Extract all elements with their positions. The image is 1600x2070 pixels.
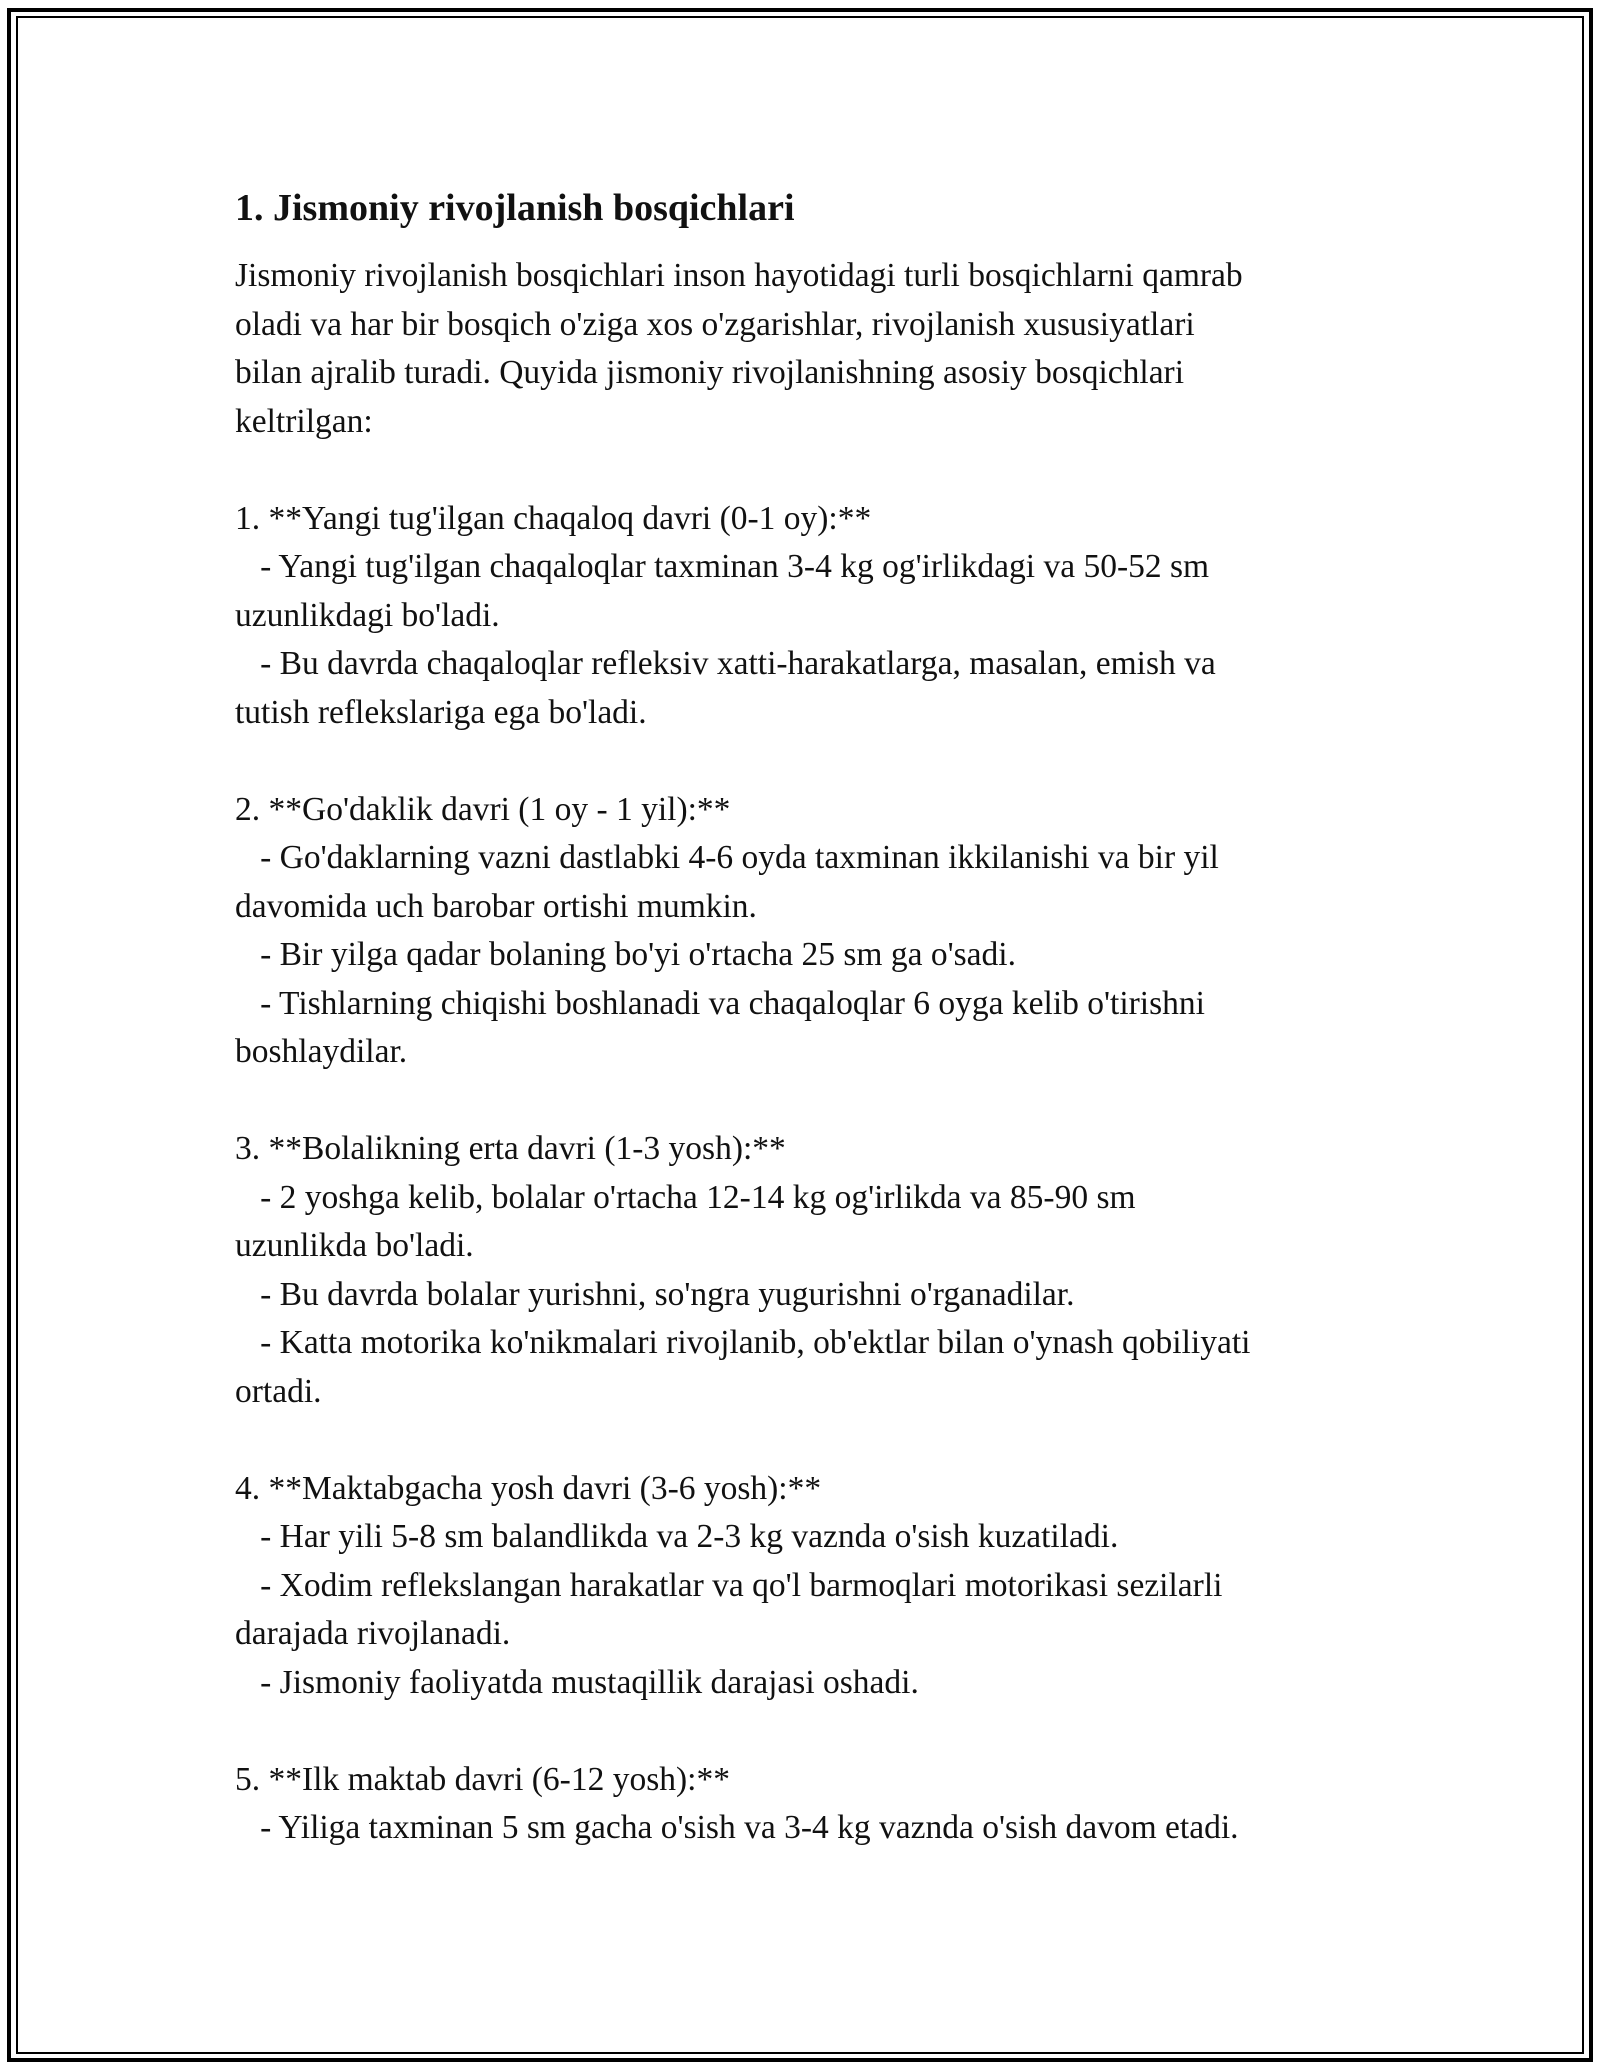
stage-item: - Go'daklarning vazni dastlabki 4-6 oyda taxminan ikkilanishi va bir yil davomida uch barobar ortishi mumkin. bbox=[235, 839, 1219, 925]
intro-paragraph: Jismoniy rivojlanish bosqichlari inson hayotidagi turli bosqichlarni qamrab oladi va har bir bosqich o'ziga xos o'zgarishlar, rivojlanish xususiyatlari bilan ajralib turadi. Quyida jismoniy rivojlanishning asosiy bosqichlari keltrilgan: bbox=[235, 257, 1243, 440]
blank-line bbox=[235, 1707, 1365, 1756]
stage-item: - Xodim reflekslangan harakatlar va qo'l barmoqlari motorikasi sezilarli darajada rivojlanadi. bbox=[235, 1566, 1223, 1652]
stage-title: 2. **Go'daklik davri (1 oy - 1 yil):** bbox=[235, 790, 731, 828]
stage-item: - Tishlarning chiqishi boshlanadi va chaqaloqlar 6 oyga kelib o'tirishni boshlaydilar. bbox=[235, 984, 1205, 1070]
stage-title: 1. **Yangi tug'ilgan chaqaloq davri (0-1 oy):** bbox=[235, 499, 872, 537]
stage-title: 5. **Ilk maktab davri (6-12 yosh):** bbox=[235, 1760, 730, 1798]
stage-block bbox=[235, 1756, 1365, 1853]
blank-line bbox=[235, 1416, 1365, 1465]
stage-title: 3. **Bolalikning erta davri (1-3 yosh):** bbox=[235, 1130, 786, 1167]
stage-block bbox=[235, 1125, 1365, 1416]
stage-item: - Jismoniy faoliyatda mustaqillik darajasi oshadi. bbox=[235, 1663, 919, 1701]
stage-item: - Bir yilga qadar bolaning bo'yi o'rtacha 25 sm ga o'sadi. bbox=[235, 936, 1016, 973]
stage-item: - Yangi tug'ilgan chaqaloqlar taxminan 3-4 kg og'irlikdagi va 50-52 sm uzunlikdagi bo'ladi. bbox=[235, 548, 1210, 634]
section-heading: 1. Jismoniy rivojlanish bosqichlari bbox=[235, 187, 795, 229]
stage-item: - Bu davrda bolalar yurishni, so'ngra yugurishni o'rganadilar. bbox=[235, 1275, 1075, 1313]
stage-block bbox=[235, 495, 1365, 738]
stage-block bbox=[235, 786, 1365, 1077]
blank-line bbox=[235, 1077, 1365, 1126]
stage-block bbox=[235, 1465, 1365, 1708]
blank-line bbox=[235, 737, 1365, 786]
stage-item: - Bu davrda chaqaloqlar refleksiv xatti-harakatlarga, masalan, emish va tutish reflekslariga ega bo'ladi. bbox=[235, 645, 1216, 731]
stage-item: - Yiliga taxminan 5 sm gacha o'sish va 3-4 kg vaznda o'sish davom etadi. bbox=[235, 1809, 1239, 1846]
stage-item: - 2 yoshga kelib, bolalar o'rtacha 12-14 kg og'irlikda va 85-90 sm uzunlikda bo'ladi. bbox=[235, 1178, 1136, 1264]
stage-item: - Katta motorika ko'nikmalari rivojlanib, ob'ektlar bilan o'ynash qobiliyati ortadi. bbox=[235, 1324, 1251, 1410]
stage-item: - Har yili 5-8 sm balandlikda va 2-3 kg vaznda o'sish kuzatiladi. bbox=[235, 1518, 1119, 1555]
blank-line bbox=[235, 446, 1365, 495]
stage-title: 4. **Maktabgacha yosh davri (3-6 yosh):** bbox=[235, 1469, 822, 1507]
document-body bbox=[235, 184, 1365, 1853]
